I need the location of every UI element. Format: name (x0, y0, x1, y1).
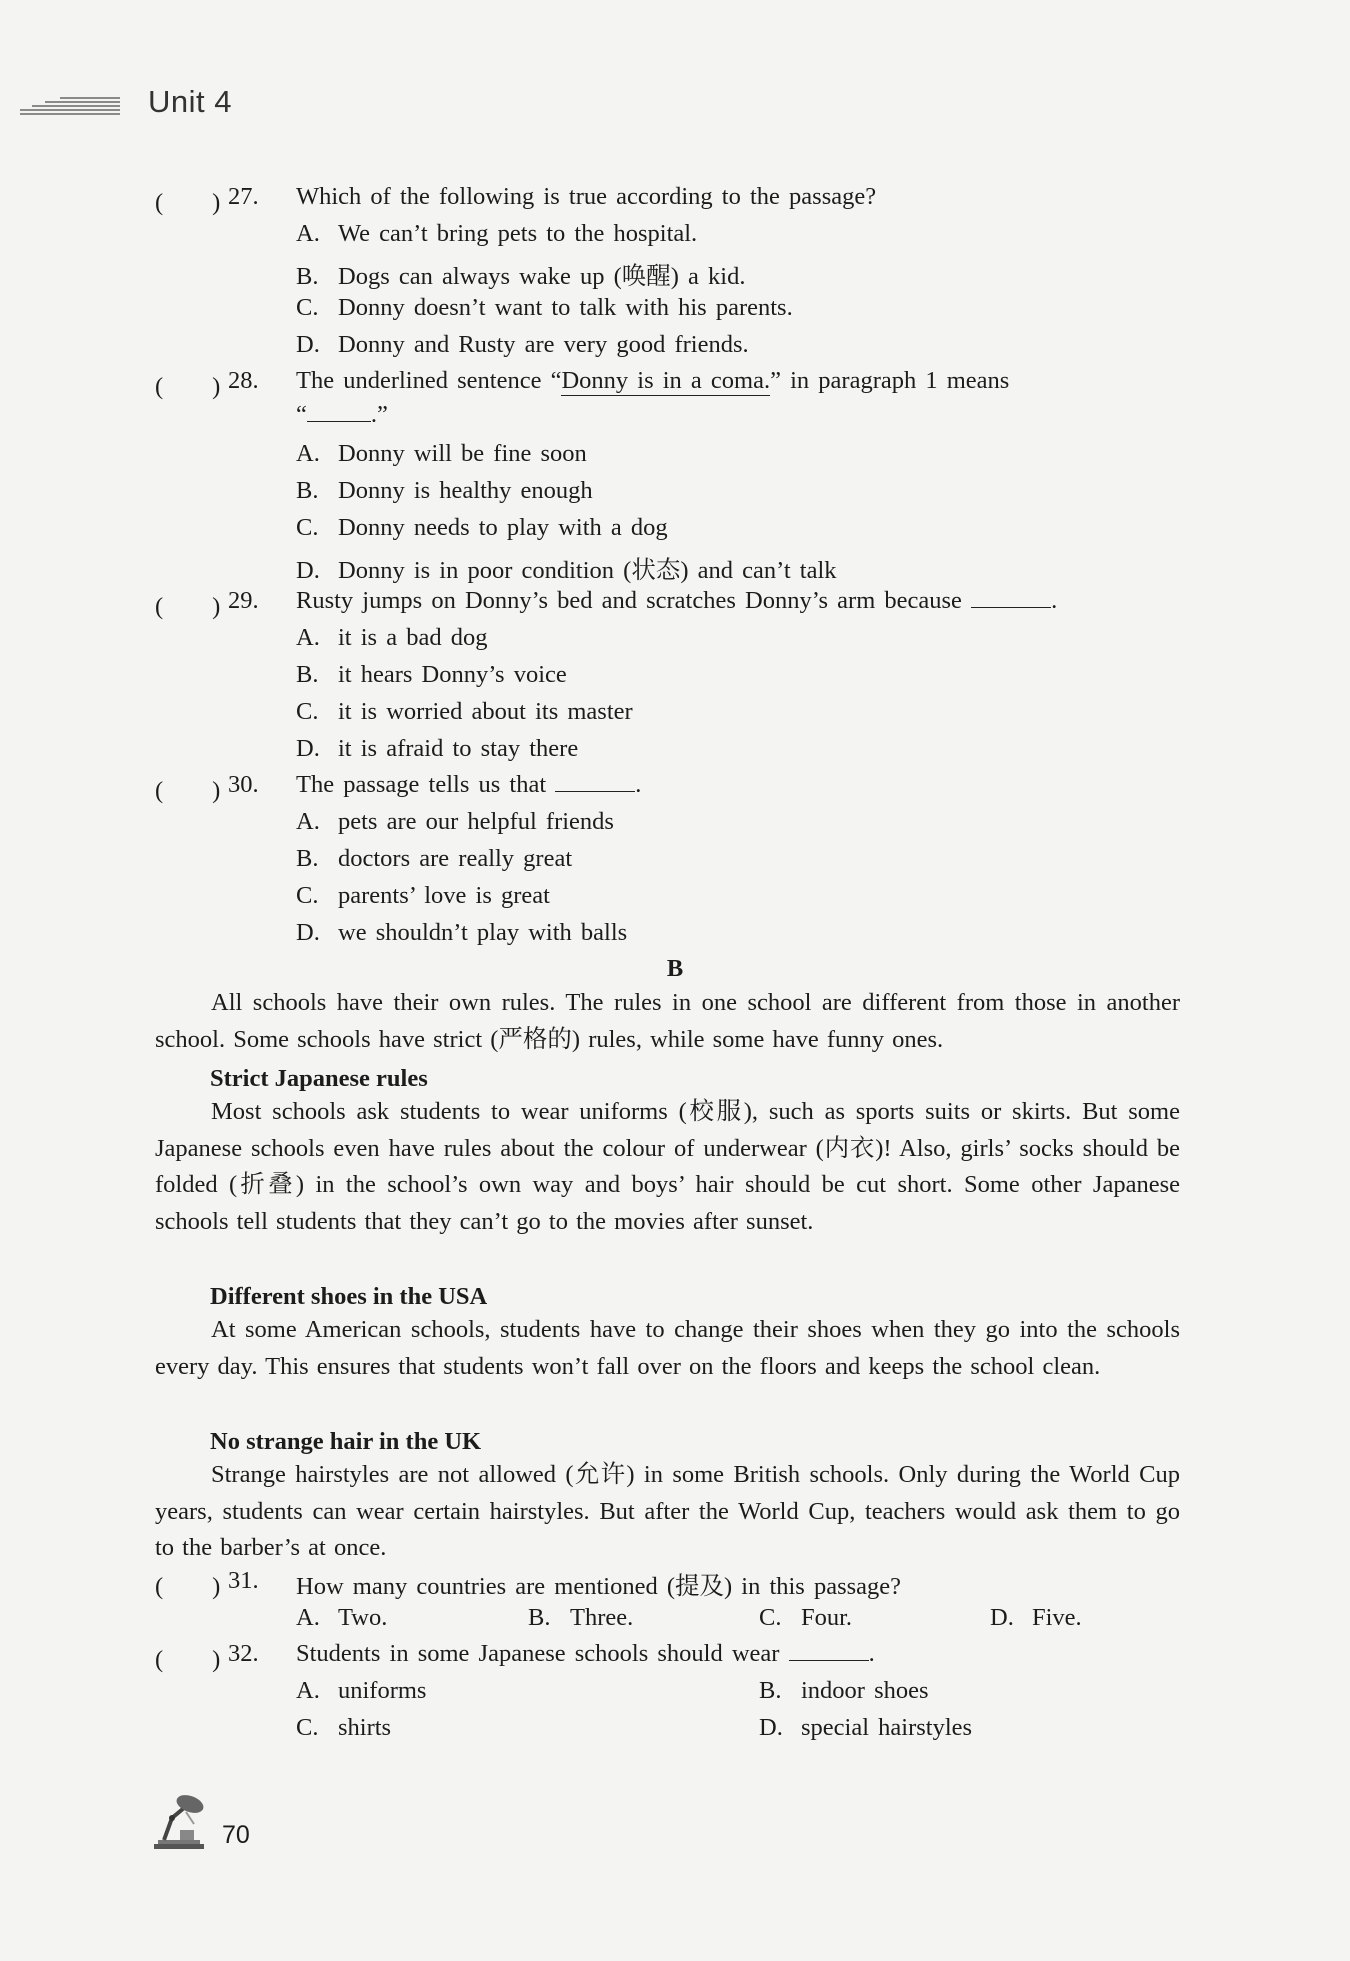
question-text: Which of the following is true according to the passage? (296, 183, 877, 210)
option-b[interactable] (296, 257, 745, 292)
option-a[interactable] (296, 1604, 387, 1632)
option-letter: B. (296, 661, 319, 688)
option-c[interactable] (296, 698, 633, 726)
option-d[interactable] (759, 1714, 972, 1742)
option-c[interactable] (759, 1604, 852, 1632)
answer-blank-parens[interactable]: ( ) (155, 777, 221, 804)
unit-header (20, 82, 232, 122)
option-text: indoor shoes (801, 1677, 929, 1704)
underlined-sentence: Donny is in a coma. (561, 367, 771, 394)
option-a[interactable] (296, 440, 587, 468)
answer-blank-parens[interactable]: ( ) (155, 1573, 221, 1600)
option-letter: A. (296, 220, 320, 247)
option-a[interactable] (296, 220, 697, 248)
option-letter: B. (759, 1677, 782, 1704)
subheading-usa: Different shoes in the USA (210, 1283, 488, 1310)
option-c[interactable] (296, 514, 668, 542)
answer-blank-parens[interactable]: ( ) (155, 189, 221, 216)
subheading-japan: Strict Japanese rules (210, 1065, 428, 1092)
option-letter: C. (296, 294, 319, 321)
option-text: Donny doesn’t want to talk with his parents. (338, 294, 793, 321)
option-text: Four. (801, 1604, 853, 1631)
desk-lamp-icon (150, 1790, 212, 1852)
option-letter: B. (528, 1604, 551, 1631)
option-text: doctors are really great (338, 845, 573, 872)
option-letter: B. (296, 845, 319, 872)
option-b[interactable] (528, 1604, 633, 1632)
question-text: The underlined sentence “Donny is in a coma.” in paragraph 1 means (296, 367, 1010, 394)
option-letter: A. (296, 1677, 320, 1704)
option-c[interactable] (296, 294, 793, 322)
option-text: Donny will be fine soon (338, 440, 587, 467)
subheading-uk: No strange hair in the UK (210, 1428, 482, 1455)
passage-intro: All schools have their own rules. The rules in one school are different from those in another school. Some schools have strict (严格的) rules, while some have funny ones. (155, 989, 1180, 1053)
question-number: 31. (228, 1567, 259, 1594)
option-a[interactable] (296, 808, 614, 836)
option-text: Five. (1032, 1604, 1082, 1631)
question-text: Students in some Japanese schools should wear . (296, 1640, 875, 1667)
option-letter: D. (296, 735, 320, 762)
fill-in-blank[interactable] (555, 771, 635, 792)
option-d[interactable] (296, 331, 749, 359)
fill-in-blank[interactable] (971, 587, 1051, 608)
option-text: it hears Donny’s voice (338, 661, 567, 688)
option-letter: C. (296, 514, 319, 541)
answer-blank-parens[interactable]: ( ) (155, 373, 221, 400)
option-d[interactable] (296, 919, 627, 947)
option-text: Dogs can always wake up (唤醒) a kid. (338, 263, 746, 290)
passage-uk: Strange hairstyles are not allowed (允许) in some British schools. Only during the World Cup years, students can wear certain hairstyles. But after the World Cup, teachers would ask them to go to the barber’s at once. (155, 1461, 1180, 1561)
option-text: it is a bad dog (338, 624, 488, 651)
option-text: We can’t bring pets to the hospital. (338, 220, 698, 247)
option-text: uniforms (338, 1677, 427, 1704)
option-b[interactable] (296, 845, 572, 873)
question-number: 30. (228, 771, 259, 798)
option-a[interactable] (296, 624, 487, 652)
fill-in-blank[interactable] (789, 1640, 869, 1661)
option-b[interactable] (296, 477, 593, 505)
page-number: 70 (222, 1821, 250, 1849)
passage-japan: Most schools ask students to wear uniforms (校服), such as sports suits or skirts. But some Japanese schools even have rules about the colour of underwear (内衣)! Also, girls’ socks should be folded (折叠) in the school’s own way and boys’ hair should be cut short. Some other Japanese schools tell students that they can’t go to the movies after sunset. (155, 1098, 1180, 1235)
option-text: special hairstyles (801, 1714, 973, 1741)
option-letter: D. (296, 331, 320, 358)
option-text: Donny is in poor condition (状态) and can’t talk (338, 557, 837, 584)
question-number: 28. (228, 367, 259, 394)
option-d[interactable] (296, 551, 837, 586)
question-number: 32. (228, 1640, 259, 1667)
option-letter: D. (759, 1714, 783, 1741)
unit-title: Unit 4 (148, 84, 232, 119)
question-text: The passage tells us that . (296, 771, 642, 798)
option-letter: D. (296, 919, 320, 946)
option-text: shirts (338, 1714, 392, 1741)
option-letter: C. (296, 1714, 319, 1741)
option-letter: A. (296, 624, 320, 651)
option-letter: B. (296, 477, 319, 504)
option-letter: C. (759, 1604, 782, 1631)
option-text: Donny and Rusty are very good friends. (338, 331, 749, 358)
question-text: How many countries are mentioned (提及) in this passage? (296, 1573, 902, 1600)
section-label-b: B (666, 955, 684, 982)
option-letter: C. (296, 882, 319, 909)
fill-in-blank[interactable] (307, 401, 371, 422)
option-text: pets are our helpful friends (338, 808, 614, 835)
option-d[interactable] (990, 1604, 1082, 1632)
option-a[interactable] (296, 1677, 426, 1705)
option-c[interactable] (296, 882, 550, 910)
page-footer (150, 1790, 250, 1852)
option-c[interactable] (296, 1714, 391, 1742)
option-letter: A. (296, 440, 320, 467)
option-b[interactable] (296, 661, 567, 689)
passage-usa: At some American schools, students have to change their shoes when they go into the schools every day. This ensures that students won’t fall over on the floors and keeps the school clean. (155, 1316, 1180, 1380)
question-number: 29. (228, 587, 259, 614)
option-text: we shouldn’t play with balls (338, 919, 628, 946)
option-text: Donny is healthy enough (338, 477, 593, 504)
option-text: parents’ love is great (338, 882, 550, 909)
option-letter: B. (296, 263, 319, 290)
option-d[interactable] (296, 735, 578, 763)
option-b[interactable] (759, 1677, 929, 1705)
option-letter: D. (990, 1604, 1014, 1631)
option-text: Two. (338, 1604, 388, 1631)
option-letter: A. (296, 808, 320, 835)
header-stripes-decoration (20, 97, 120, 115)
option-text: it is afraid to stay there (338, 735, 579, 762)
answer-blank-parens[interactable]: ( ) (155, 593, 221, 620)
option-text: Three. (570, 1604, 634, 1631)
answer-blank-parens[interactable]: ( ) (155, 1646, 221, 1673)
question-text-line2: “ .” (296, 401, 388, 428)
question-text: Rusty jumps on Donny’s bed and scratches Donny’s arm because . (296, 587, 1058, 614)
option-letter: C. (296, 698, 319, 725)
question-number: 27. (228, 183, 259, 210)
option-text: Donny needs to play with a dog (338, 514, 668, 541)
option-letter: A. (296, 1604, 320, 1631)
option-letter: D. (296, 557, 320, 584)
option-text: it is worried about its master (338, 698, 633, 725)
